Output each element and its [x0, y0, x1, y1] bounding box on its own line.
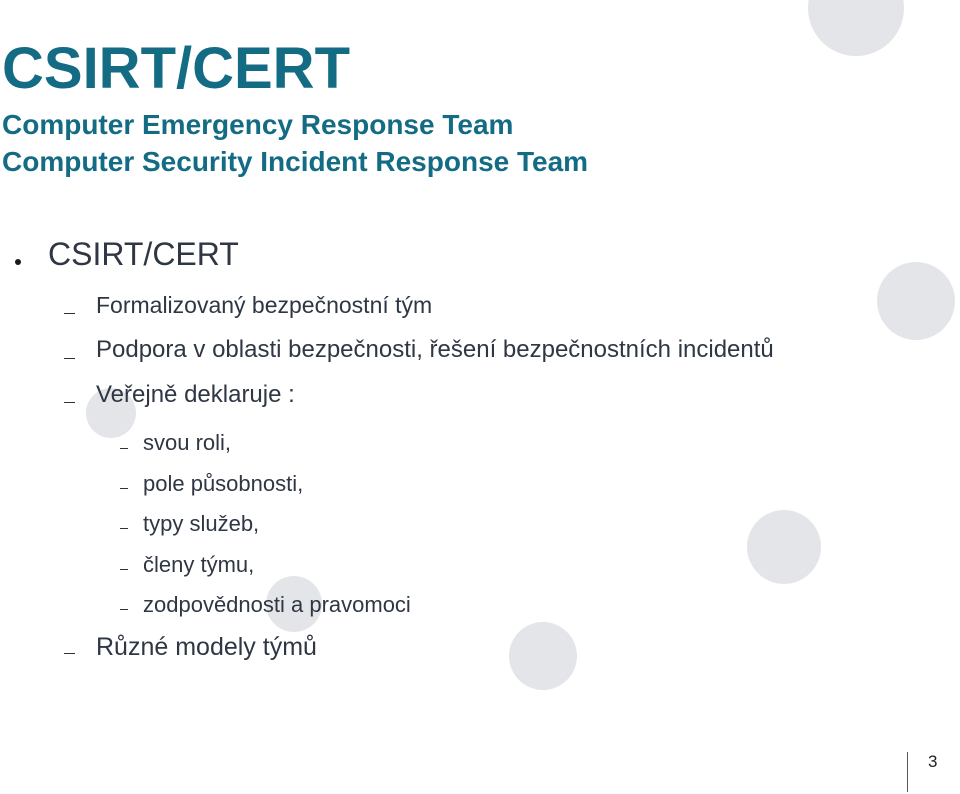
dash-icon	[120, 528, 128, 529]
decor-circle	[509, 622, 577, 690]
sub-list-item: členy týmu,	[143, 552, 255, 577]
page-number-divider	[907, 752, 908, 792]
list-item: Formalizovaný bezpečnostní tým	[96, 292, 433, 318]
dash-icon	[64, 653, 75, 654]
list-item: Veřejně deklaruje :	[96, 381, 295, 408]
sub-list-item: svou roli,	[143, 430, 232, 455]
list-item: Podpora v oblasti bezpečnosti, řešení bezpečnostních incidentů	[96, 336, 774, 363]
slide-title: CSIRT/CERT	[2, 36, 350, 101]
dash-icon	[120, 609, 128, 610]
dash-icon	[120, 488, 128, 489]
dash-icon	[64, 313, 75, 314]
sub-list-item: typy služeb,	[143, 511, 260, 536]
decor-circle	[808, 0, 904, 56]
dash-icon	[120, 569, 128, 570]
page-number: 3	[928, 752, 938, 771]
decor-circle	[747, 510, 821, 584]
bullet-main: CSIRT/CERT	[48, 236, 239, 272]
slide-subtitle-2: Computer Security Incident Response Team	[2, 146, 589, 177]
sub-list-item: zodpovědnosti a pravomoci	[143, 592, 411, 617]
dash-icon	[120, 448, 128, 449]
sub-list-item: pole působnosti,	[143, 471, 304, 496]
decor-circle	[877, 262, 955, 340]
slide-subtitle-1: Computer Emergency Response Team	[2, 109, 514, 140]
dash-icon	[64, 358, 75, 359]
list-item: Různé modely týmů	[96, 633, 317, 661]
bullet-dot-icon	[15, 259, 21, 265]
dash-icon	[64, 402, 75, 403]
